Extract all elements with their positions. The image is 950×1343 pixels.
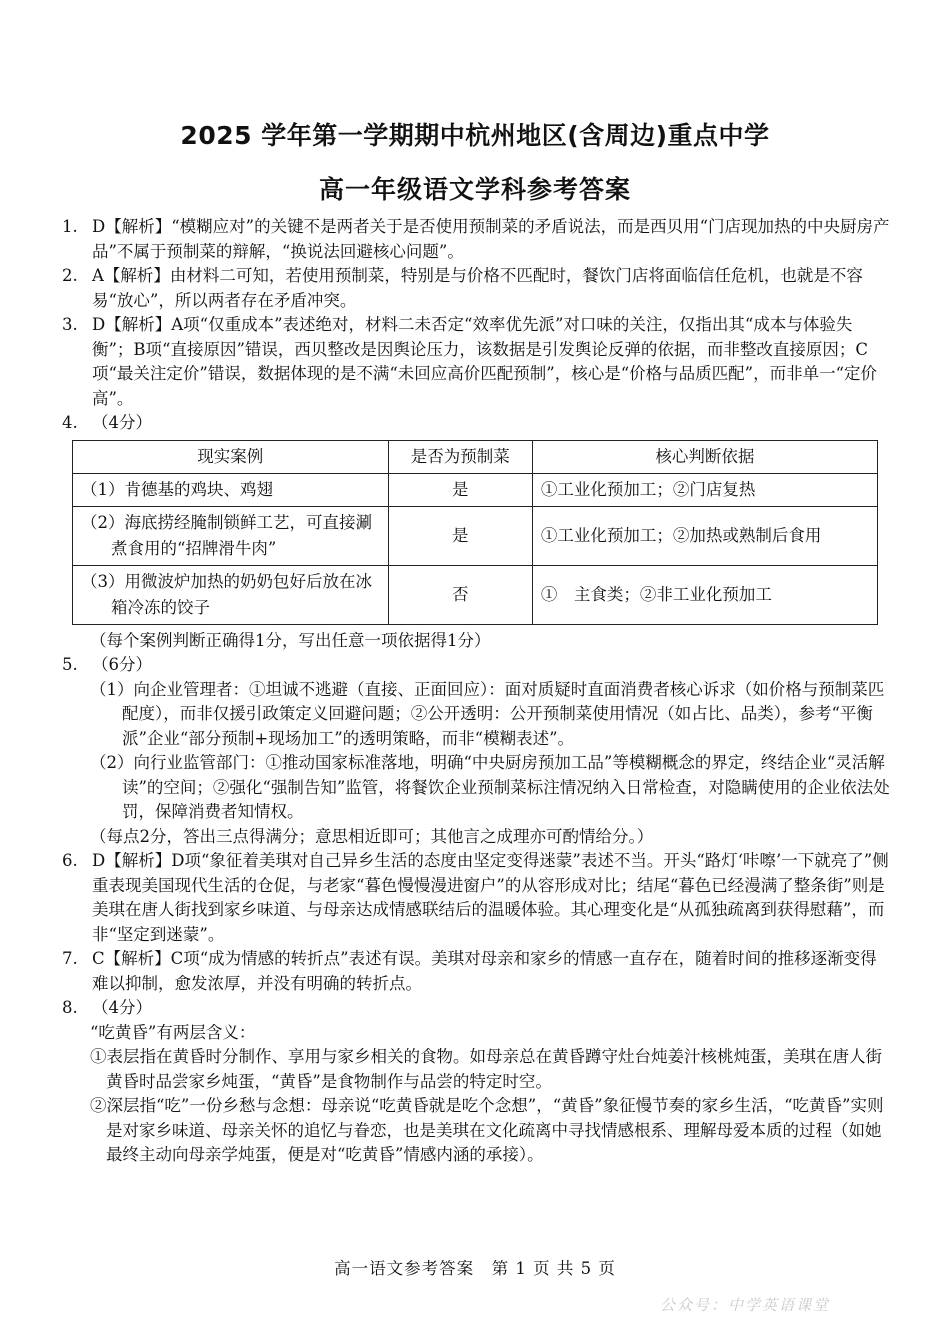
table-row	[73, 506, 878, 565]
answer-5-number: 5.	[62, 655, 78, 674]
answer-3-number: 3.	[62, 315, 78, 334]
answer-4	[62, 411, 892, 436]
table-cell-case: （1）肯德基的鸡块、鸡翅	[73, 473, 389, 506]
table-header-basis: 核心判断依据	[532, 440, 877, 473]
answer-1-text: D【解析】“模糊应对”的关键不是两者关于是否使用预制菜的矛盾说法，而是西贝用“门店现加热的中央厨房产品”不属于预制菜的辩解，“换说法回避核心问题”。	[92, 217, 890, 261]
document-title: 2025 学年第一学期期中杭州地区(含周边)重点中学	[180, 121, 770, 150]
answer-4-score: （4分）	[92, 413, 152, 432]
page-footer: 高一语文参考答案 第 1 页 共 5 页	[334, 1259, 616, 1278]
table-row	[73, 565, 878, 624]
answer-2	[62, 264, 892, 313]
answer-5-point-1: （1）向企业管理者：①坦诚不逃避（直接、正面回应）：面对质疑时直面消费者核心诉求（如价格与预制菜匹配度），而非仅援引政策定义回避问题；②公开透明：公开预制菜使用情况（如占比、品类），参考“平衡派”企业“部分预制+现场加工”的透明策略，而非“模糊表述”。	[90, 679, 885, 748]
answer-7-text: C【解析】C项“成为情感的转折点”表述有误。美琪对母亲和家乡的情感一直存在，随着时间的推移逐渐变得难以抑制，愈发浓厚，并没有明确的转折点。	[92, 949, 877, 993]
answer-5-scoring-note: （每点2分，答出三点得满分；意思相近即可；其他言之成理亦可酌情给分。）	[90, 826, 654, 846]
answer-4-number: 4.	[62, 413, 78, 432]
table-cell-case: （2）海底捞经腌制锁鲜工艺，可直接涮煮食用的“招牌滑牛肉”	[73, 506, 389, 565]
answer-3-text: D【解析】A项“仅重成本”表述绝对，材料二未否定“效率优先派”对口味的关注，仅指出其“成本与体验失衡”；B项“直接原因”错误，西贝整改是因舆论压力，该数据是引发舆论反弹的依据，而非整改直接原因；C项“最关注定价”错误，数据体现的是不满“未回应高价匹配预制”，核心是“价格与品质匹配”，而非单一“定价高”。	[92, 315, 878, 408]
table-header-is-prefab: 是否为预制菜	[388, 440, 532, 473]
answer-5-score: （6分）	[92, 655, 152, 674]
answer-3	[62, 313, 892, 411]
answer-7	[62, 947, 892, 996]
answer-4-scoring-note: （每个案例判断正确得1分，写出任意一项依据得1分）	[90, 630, 491, 650]
table-cell-is-prefab: 是	[388, 506, 532, 565]
answer-1	[62, 215, 892, 264]
answer-7-number: 7.	[62, 949, 78, 968]
table-cell-basis: ①工业化预加工；②加热或熟制后食用	[532, 506, 877, 565]
table-header-row	[73, 440, 878, 473]
answer-8	[62, 996, 892, 1021]
answer-5	[62, 653, 892, 678]
table-cell-case: （3）用微波炉加热的奶奶包好后放在冰箱冷冻的饺子	[73, 565, 389, 624]
answer-5-point-2: （2）向行业监管部门：①推动国家标准落地，明确“中央厨房预加工品”等模糊概念的界定，终结企业“灵活解读”的空间；②强化“强制告知”监管，将餐饮企业预制菜标注情况纳入日常检查，对隐瞒使用的企业依法处罚，保障消费者知情权。	[90, 753, 890, 821]
table-cell-basis: ① 主食类；②非工业化预加工	[532, 565, 877, 624]
table-cell-is-prefab: 否	[388, 565, 532, 624]
answers-body	[62, 215, 892, 1168]
answer-2-number: 2.	[62, 266, 78, 285]
answer-8-intro: “吃黄昏”有两层含义：	[90, 1022, 256, 1042]
answer-8-point-1: ①表层指在黄昏时分制作、享用与家乡相关的食物。如母亲总在黄昏蹲守灶台炖姜汁核桃炖蛋，美琪在唐人街黄昏时品尝家乡炖蛋，“黄昏”是食物制作与品尝的特定时空。	[90, 1047, 882, 1091]
table-header-case: 现实案例	[73, 440, 389, 473]
document-subtitle: 高一年级语文学科参考答案	[318, 175, 631, 204]
answer-2-text: A【解析】由材料二可知，若使用预制菜，特别是与价格不匹配时，餐饮门店将面临信任危机，也就是不容易“放心”，所以两者存在矛盾冲突。	[92, 266, 863, 310]
table-row	[73, 473, 878, 506]
watermark: 公众号：中学英语课堂	[660, 1296, 831, 1314]
answer-6	[62, 849, 892, 947]
table-cell-is-prefab: 是	[388, 473, 532, 506]
answer-6-text: D【解析】D项“象征着美琪对自己异乡生活的态度由坚定变得迷蒙”表述不当。开头“路灯‘咔嚓’一下就亮了”侧重表现美国现代生活的仓促，与老家“暮色慢慢漫进窗户”的从容形成对比；结尾“暮色已经漫满了整条街”则是美琪在唐人街找到家乡味道、与母亲达成情感联结后的温暖体验。其心理变化是“从孤独疏离到获得慰藉”，而非“坚定到迷蒙”。	[92, 851, 889, 944]
prefab-judgement-table	[72, 440, 878, 625]
answer-8-score: （4分）	[92, 998, 152, 1017]
answer-6-number: 6.	[62, 851, 78, 870]
table-cell-basis: ①工业化预加工；②门店复热	[532, 473, 877, 506]
answer-8-number: 8.	[62, 998, 78, 1017]
answer-1-number: 1.	[62, 217, 78, 236]
answer-8-point-2: ②深层指“吃”一份乡愁与念想：母亲说“吃黄昏就是吃个念想”，“黄昏”象征慢节奏的家乡生活，“吃黄昏”实则是对家乡味道、母亲关怀的追忆与眷恋，也是美琪在文化疏离中寻找情感根系、理解母爱本质的过程（如她最终主动向母亲学炖蛋，便是对“吃黄昏”情感内涵的承接）。	[90, 1096, 884, 1164]
